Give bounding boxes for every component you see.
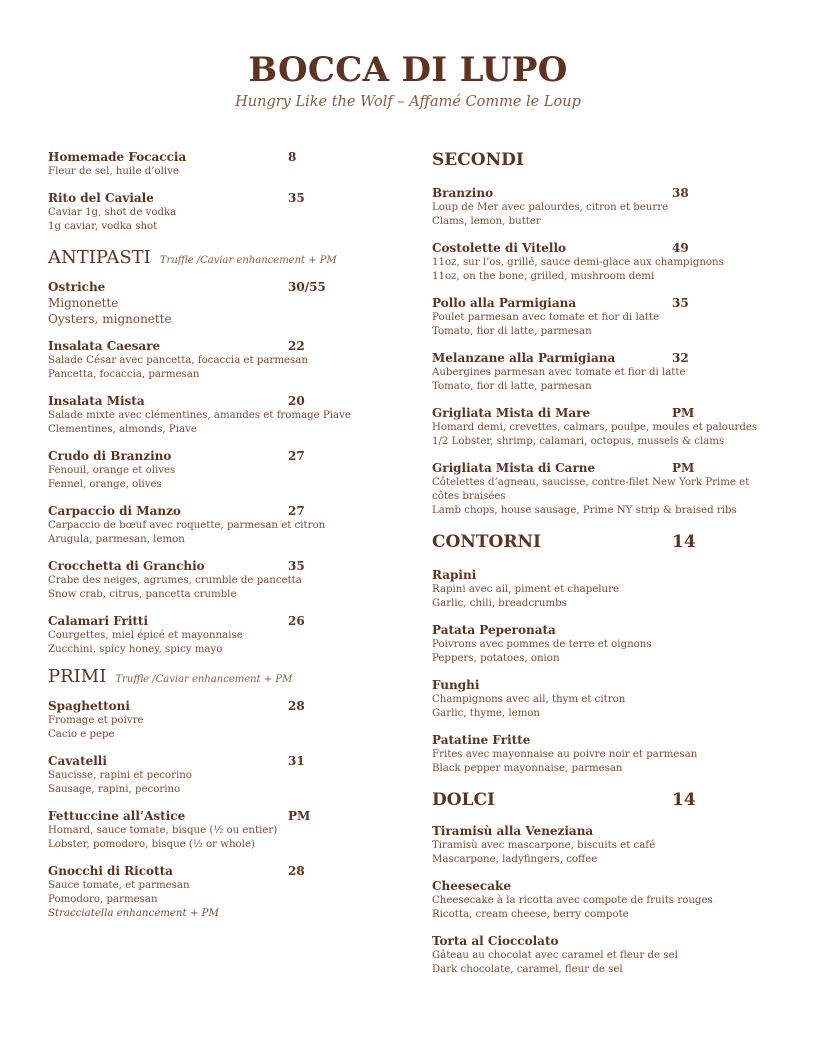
item-description-en: Black pepper mayonnaise, parmesan [432,763,623,774]
item-name: Tiramisù alla Veneziana [432,824,594,838]
menu-item [432,879,782,922]
item-description-fr: Sauce tomate, et parmesan [48,880,190,891]
section-secondi [432,150,782,170]
item-price: PM [672,461,695,475]
item-price: 38 [672,186,689,200]
section-contorni [432,532,782,552]
item-description-en: Ricotta, cream cheese, berry compote [432,909,629,920]
item-description-en: Lamb chops, house sausage, Prime NY strip & braised ribs [432,505,737,516]
menu-item [48,864,368,921]
item-price: 27 [288,504,305,518]
item-name: Insalata Caesare [48,339,161,353]
menu-item [48,504,368,547]
item-description-fr: Mignonette [48,296,119,310]
restaurant-title: BOCCA DI LUPO [248,50,568,90]
item-name: Crudo di Branzino [48,449,172,463]
item-name: Spaghettoni [48,699,130,713]
item-description-fr: Champignons avec ail, thym et citron [432,694,626,705]
item-price: PM [672,406,695,420]
item-description-fr: Tiramisù avec mascarpone, biscuits et café [432,840,656,851]
item-description-en: Peppers, potatoes, onion [432,653,560,664]
item-description-en: Tomato, fior di latte, parmesan [432,326,592,337]
item-description-fr: Poivrons avec pommes de terre et oignons [432,639,652,650]
item-name: Calamari Fritti [48,614,149,628]
item-price: 20 [288,394,305,408]
item-description-en: Garlic, thyme, lemon [432,708,540,719]
item-price: 26 [288,614,305,628]
item-description-en: 11oz, on the bone, grilled, mushroom demi [432,271,655,282]
item-description-en: Oysters, mignonette [48,312,172,326]
menu-left-column [48,150,368,933]
menu-item [48,754,368,797]
menu-item [432,623,782,666]
section-title: SECONDI [432,150,524,170]
item-name: Ostriche [48,280,106,294]
item-description-fr: 11oz, sur l’os, grillé, sauce demi-glace aux champignons [432,257,724,268]
item-description: Fleur de sel, huile d’olive [48,166,179,177]
item-name: Cavatelli [48,754,107,768]
item-description-fr: Caviar 1g, shot de vodka [48,207,177,218]
menu-item [432,186,782,229]
menu-item [48,614,368,657]
section-primi [48,667,368,687]
section-title: ANTIPASTI [48,247,151,268]
item-description-en: Cacio e pepe [48,729,115,740]
item-price: 27 [288,449,305,463]
item-name: Grigliata Mista di Carne [432,461,596,475]
item-description-en: Clams, lemon, butter [432,216,541,227]
menu-right-column [432,150,782,989]
item-description-en: Tomato, fior di latte, parmesan [432,381,592,392]
item-description-en: 1g caviar, vodka shot [48,221,158,232]
item-price: 35 [288,559,305,573]
item-name: Pollo alla Parmigiana [432,296,577,310]
item-name: Costolette di Vitello [432,241,567,255]
item-price: 28 [288,864,305,878]
item-description-fr: Salade César avec pancetta, focaccia et parmesan [48,355,308,366]
menu-item [48,449,368,492]
section-price: 14 [672,790,696,810]
section-price: 14 [672,532,696,552]
item-description-en: Dark chocolate, caramel, fleur de sel [432,964,623,975]
item-description-fr: Courgettes, miel épicé et mayonnaise [48,630,243,641]
item-name: Patata Peperonata [432,623,556,637]
menu-item [432,934,782,977]
menu-header [0,50,816,111]
item-name: Branzino [432,186,494,200]
item-description-fr: Frites avec mayonnaise au poivre noir et parmesan [432,749,698,760]
item-name: Melanzane alla Parmigiana [432,351,616,365]
item-description-en: Zucchini, spicy honey, spicy mayo [48,644,223,655]
menu-item [48,559,368,602]
menu-item [432,296,782,339]
item-description-fr: Loup de Mer avec palourdes, citron et beurre [432,202,669,213]
item-description-en: Arugula, parmesan, lemon [48,534,185,545]
menu-item [432,568,782,611]
item-name: Homemade Focaccia [48,150,187,164]
menu-item [432,678,782,721]
item-description-en: Snow crab, citrus, pancetta crumble [48,589,237,600]
item-price: 49 [672,241,689,255]
item-description-en: Lobster, pomodoro, bisque (½ or whole) [48,839,255,850]
item-name: Rito del Caviale [48,191,154,205]
item-name: Fettuccine all’Astice [48,809,186,823]
section-title: CONTORNI [432,532,541,552]
menu-item [48,394,368,437]
item-description-fr: Homard demi, crevettes, calmars, poulpe, moules et palourdes [432,422,758,433]
item-description-fr: Gâteau au chocolat avec caramel et fleur de sel [432,950,678,961]
menu-item [432,824,782,867]
item-price: 28 [288,699,305,713]
menu-item [432,733,782,776]
item-description-fr: Poulet parmesan avec tomate et fior di latte [432,312,660,323]
item-description-fr: Cheesecake à la ricotta avec compote de fruits rouges [432,895,713,906]
menu-item [48,339,368,382]
item-price: PM [288,809,311,823]
menu-item [432,351,782,394]
item-description-fr: Salade mixte avec clémentines, amandes et fromage Piave [48,410,351,421]
item-name: Insalata Mista [48,394,145,408]
menu-item [48,150,368,179]
section-title: PRIMI [48,666,107,687]
item-name: Torta al Cioccolato [432,934,559,948]
item-price: 32 [672,351,689,365]
item-name: Crocchetta di Granchio [48,559,205,573]
item-name: Grigliata Mista di Mare [432,406,591,420]
item-description-fr: Saucisse, rapini et pecorino [48,770,192,781]
item-description-en: Pomodoro, parmesan [48,894,158,905]
menu-item [48,191,368,234]
item-price: 8 [288,150,297,164]
menu-item [432,461,782,518]
item-description-en: Mascarpone, ladyfingers, coffee [432,854,598,865]
section-title: DOLCI [432,790,495,810]
menu-item [432,241,782,284]
item-price: 31 [288,754,305,768]
item-name: Funghi [432,678,480,692]
item-description-en: Clementines, almonds, Piave [48,424,197,435]
item-description-fr: Aubergines parmesan avec tomate et fior di latte [432,367,686,378]
menu-item [48,699,368,742]
item-description-fr: Homard, sauce tomate, bisque (½ ou entier) [48,825,278,836]
item-price: 35 [672,296,689,310]
item-price: 30/55 [288,280,326,294]
menu-item [48,809,368,852]
item-name: Rapini [432,568,477,582]
item-price: 35 [288,191,305,205]
item-description-fr: Crabe des neiges, agrumes, crumble de pancetta [48,575,302,586]
item-name: Cheesecake [432,879,511,893]
menu-item [432,406,782,449]
item-description-fr: Fenouil, orange et olives [48,465,176,476]
item-description-fr: Rapini avec ail, piment et chapelure [432,584,620,595]
section-note: Truffle /Caviar enhancement + PM [159,255,337,266]
section-dolci [432,790,782,810]
item-name: Carpaccio di Manzo [48,504,181,518]
item-description-en: Garlic, chili, breadcrumbs [432,598,567,609]
menu-item [48,280,368,327]
item-description-fr: Côtelettes d’agneau, saucisse, contre-filet New York Prime et côtes braisées [432,477,750,502]
section-note: Truffle /Caviar enhancement + PM [115,674,293,685]
section-antipasti [48,248,368,268]
item-name: Gnocchi di Ricotta [48,864,173,878]
item-price: 22 [288,339,305,353]
item-description-fr: Carpaccio de bœuf avec roquette, parmesan et citron [48,520,326,531]
item-description-en: Sausage, rapini, pecorino [48,784,181,795]
item-description-en: 1/2 Lobster, shrimp, calamari, octopus, mussels & clams [432,436,725,447]
item-description-en: Fennel, orange, olives [48,479,162,490]
item-description-en: Pancetta, focaccia, parmesan [48,369,200,380]
restaurant-tagline: Hungry Like the Wolf – Affamé Comme le Loup [235,94,581,110]
item-enhancement-note: Stracciatella enhancement + PM [48,908,219,919]
item-description-fr: Fromage et poivre [48,715,144,726]
item-name: Patatine Fritte [432,733,531,747]
